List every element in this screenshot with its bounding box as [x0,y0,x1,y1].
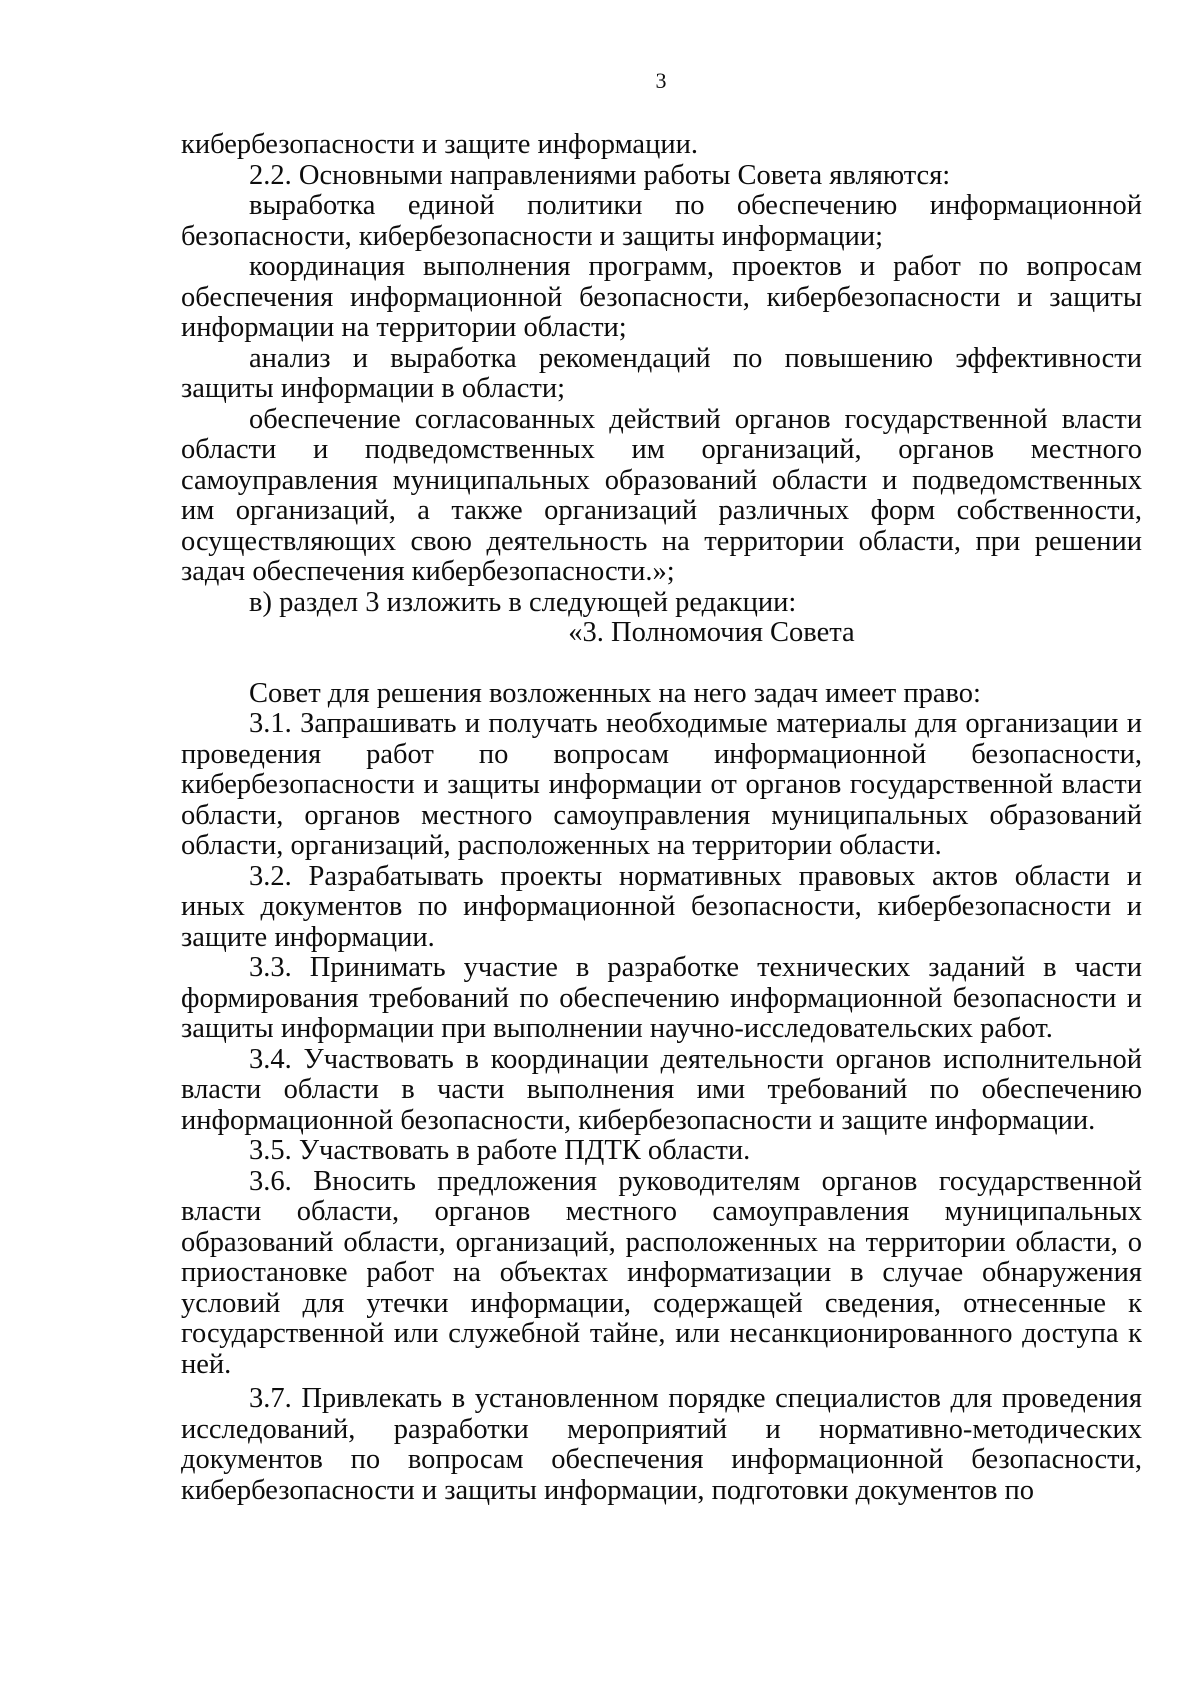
document-body [181,130,1142,1506]
paragraph-analysis: анализ и выработка рекомендаций по повышению эффективности защиты информации в области; [181,342,1142,404]
paragraph-3-7: 3.7. Привлекать в установленном порядке специалистов для проведения исследований, разработки мероприятий и нормативно-методических документов по вопросам обеспечения информационной безопасности, кибербезопасности и защиты информации, подготовки документов по [181,1383,1142,1506]
paragraph-3-2: 3.2. Разрабатывать проекты нормативных правовых актов области и иных документов по информационной безопасности, кибербезопасности и защите информации. [181,860,1142,953]
paragraph-3-4: 3.4. Участвовать в координации деятельности органов исполнительной власти области в части выполнения ими требований по обеспечению информационной безопасности, кибербезопасности и защите информации. [181,1043,1142,1136]
paragraph-3-5: 3.5. Участвовать в работе ПДТК области. [249,1135,751,1166]
paragraph-continuation: кибербезопасности и защите информации. [181,129,698,160]
paragraph-3-3: 3.3. Принимать участие в разработке технических заданий в части формирования требований по обеспечению информационной безопасности и защиты информации при выполнении научно-исследовательских работ. [181,952,1142,1044]
section-gap [181,649,1142,679]
paragraph-council-rights: Совет для решения возложенных на него задач имеет право: [249,677,981,709]
paragraph-3-1: 3.1. Запрашивать и получать необходимые материалы для организации и проведения работ по вопросам информационной безопасности, кибербезопасности и защиты информации от органов государственной власти области, органов местного самоуправления муниципальных образований области, организаций, расположенных на территории области. [181,708,1142,861]
page-number: 3 [655,68,667,93]
paragraph-coordination: координация выполнения программ, проектов и работ по вопросам обеспечения информационной безопасности, кибербезопасности и защиты информации на территории области; [181,251,1142,343]
paragraph-policy: выработка единой политики по обеспечению информационной безопасности, кибербезопасности и защиты информации; [181,190,1142,252]
paragraph-3-6: 3.6. Вносить предложения руководителям органов государственной власти области, органов местного самоуправления муниципальных образований области, организаций, расположенных на территории области, о приостановке работ на объектах информатизации в случае обнаружения условий для утечки информации, содержащей сведения, отнесенные к государственной или служебной тайне, или несанкционированного доступа к ней. [181,1165,1142,1380]
paragraph-2-2: 2.2. Основными направлениями работы Совета являются: [249,159,951,191]
paragraph-amendment-c: в) раздел 3 изложить в следующей редакции: [249,586,797,618]
paragraph-coordinated-actions: обеспечение согласованных действий органов государственной власти области и подведомственных им организаций, органов местного самоуправления муниципальных образований области и подведомственных им организаций, а также организаций различных форм собственности, осуществляющих свою деятельность на территории области, при решении задач обеспечения кибербезопасности.»; [181,403,1142,587]
section-heading: «3. Полномочия Совета [568,617,855,648]
